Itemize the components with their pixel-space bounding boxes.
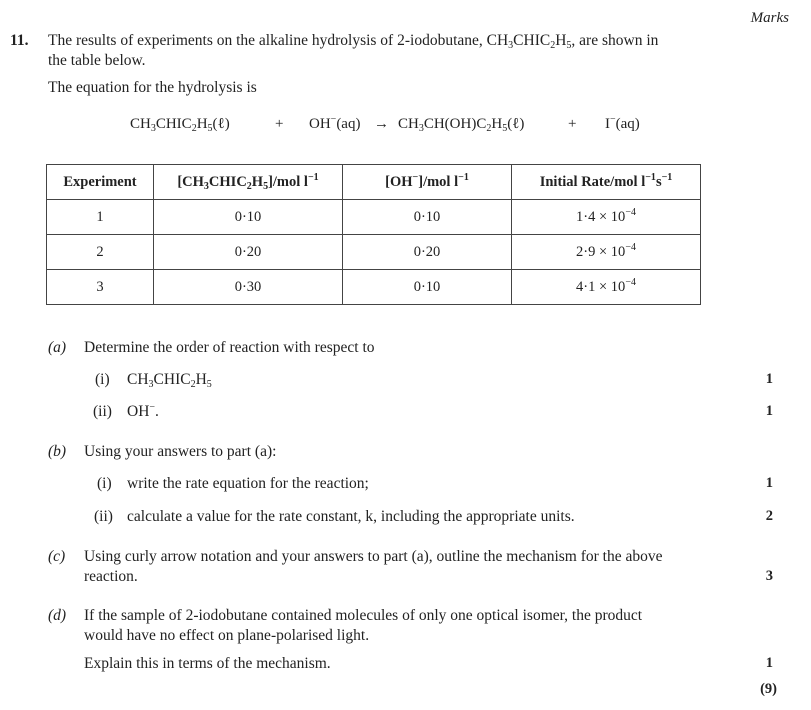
plus-sign: +	[275, 116, 284, 132]
plus-sign: +	[568, 116, 577, 132]
reactant-2: OH−(aq)	[309, 114, 361, 132]
part-b-text: Using your answers to part (a):	[84, 443, 277, 460]
part-c-line2: reaction.	[84, 568, 138, 585]
table-cell: 0·20	[343, 235, 512, 270]
reactant-1: $CH_3CHIC_2H_5(\ell)$	[130, 116, 230, 134]
part-b-ii-text: calculate a value for the rate constant, k, including the appropriate units.	[127, 508, 575, 525]
table-cell: 0·30	[154, 270, 343, 305]
table-cell: $2\cdot 9 \times 10^{-4}$	[512, 235, 701, 270]
table-header: Initial Rate/mol $l^{-1}s^{-1}$	[512, 165, 701, 200]
table-header: Experiment	[47, 165, 154, 200]
table-cell: 1	[47, 200, 154, 235]
marks-heading: Marks	[750, 10, 789, 26]
part-a-label: (a)	[48, 339, 67, 356]
results-table	[46, 164, 701, 305]
total-marks: (9)	[760, 681, 777, 697]
product-1: $CH_3CH(OH)C_2H_5(\ell)$	[398, 116, 525, 134]
part-b-ii-label: (ii)	[94, 508, 113, 525]
part-a-i-label: (i)	[95, 371, 110, 388]
part-c-line1: Using curly arrow notation and your answers to part (a), outline the mechanism for the above	[84, 548, 663, 565]
table-cell: 3	[47, 270, 154, 305]
question-intro-line2: the table below.	[48, 52, 146, 69]
mark-d: 1	[765, 655, 773, 671]
table-header: [OH−]/mol $l^{-1}$	[343, 165, 512, 200]
table-cell: 0·10	[343, 200, 512, 235]
table-row	[47, 200, 701, 235]
table-header-row	[47, 165, 701, 200]
part-b-i-label: (i)	[97, 475, 112, 492]
table-cell: 2	[47, 235, 154, 270]
mark-c: 3	[765, 568, 773, 584]
part-b-i-text: write the rate equation for the reaction;	[127, 475, 369, 492]
mark-a-ii: 1	[765, 403, 773, 419]
table-row	[47, 235, 701, 270]
mark-b-ii: 2	[765, 508, 773, 524]
part-a-ii-text: OH−.	[127, 402, 159, 420]
table-cell: 0·20	[154, 235, 343, 270]
product-2: I−(aq)	[605, 114, 640, 132]
part-b-label: (b)	[48, 443, 67, 460]
part-d-label: (d)	[48, 607, 67, 624]
equation-intro: The equation for the hydrolysis is	[48, 79, 257, 96]
table-row	[47, 270, 701, 305]
part-c-label: (c)	[48, 548, 66, 565]
table-cell: 0·10	[154, 200, 343, 235]
table-cell: $4\cdot 1 \times 10^{-4}$	[512, 270, 701, 305]
question-intro-line1: The results of experiments on the alkaline hydrolysis of 2-iodobutane, $CH_3CHIC_2H_5$, are shown in	[48, 32, 659, 51]
question-number: 11.	[10, 32, 29, 49]
mark-a-i: 1	[765, 371, 773, 387]
part-d-line1: If the sample of 2-iodobutane contained molecules of only one optical isomer, the product	[84, 607, 643, 624]
part-a-i-text: $CH_3CHIC_2H_5$	[127, 371, 212, 390]
mark-b-i: 1	[765, 475, 773, 491]
table-cell: $1\cdot 4 \times 10^{-4}$	[512, 200, 701, 235]
part-d-line3: Explain this in terms of the mechanism.	[84, 655, 331, 672]
table-header: $[CH_3CHIC_2H_5]$/mol $l^{-1}$	[154, 165, 343, 200]
part-a-ii-label: (ii)	[93, 403, 112, 420]
reaction-arrow: →	[374, 116, 389, 132]
part-d-line2: would have no effect on plane-polarised light.	[84, 627, 370, 644]
part-a-text: Determine the order of reaction with respect to	[84, 339, 375, 356]
table-cell: 0·10	[343, 270, 512, 305]
